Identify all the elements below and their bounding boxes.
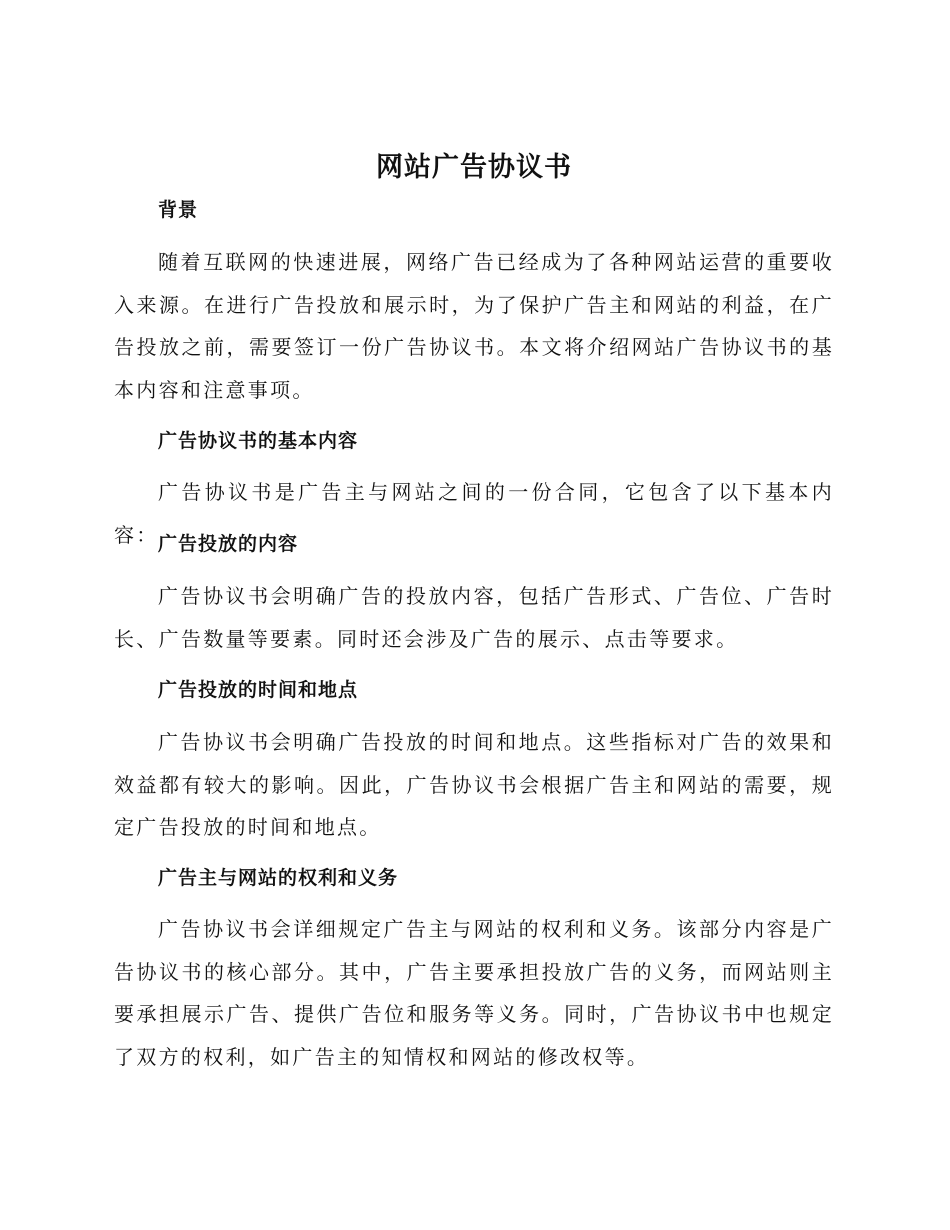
document-page: [114, 0, 834, 1230]
section-paragraph-background: 随着互联网的快速进展，网络广告已经成为了各种网站运营的重要收入来源。在进行广告投放和展示时，为了保护广告主和网站的利益，在广告投放之前，需要签订一份广告协议书。本文将介绍网站广告协议书的基本内容和注意事项。: [114, 250, 834, 402]
section-paragraph-basic-content: 广告协议书是广告主与网站之间的一份合同，它包含了以下基本内容：: [114, 480, 834, 547]
section-heading-basic-content: 广告协议书的基本内容: [158, 430, 359, 452]
section-heading-ad-content: 广告投放的内容: [158, 533, 299, 555]
section-heading-background: 背景: [158, 199, 199, 221]
section-heading-rights-obligations: 广告主与网站的权利和义务: [158, 867, 399, 889]
document-title: 网站广告协议书: [376, 152, 572, 183]
section-paragraph-time-location: 广告协议书会明确广告投放的时间和地点。这些指标对广告的效果和效益都有较大的影响。因此，广告协议书会根据广告主和网站的需要，规定广告投放的时间和地点。: [114, 730, 834, 839]
section-heading-time-location: 广告投放的时间和地点: [158, 679, 359, 701]
section-paragraph-rights-obligations: 广告协议书会详细规定广告主与网站的权利和义务。该部分内容是广告协议书的核心部分。其中，广告主要承担投放广告的义务，而网站则主要承担展示广告、提供广告位和服务等义务。同时，广告协议书中也规定了双方的权利，如广告主的知情权和网站的修改权等。: [114, 917, 834, 1069]
section-paragraph-ad-content: 广告协议书会明确广告的投放内容，包括广告形式、广告位、广告时长、广告数量等要素。同时还会涉及广告的展示、点击等要求。: [114, 584, 834, 651]
